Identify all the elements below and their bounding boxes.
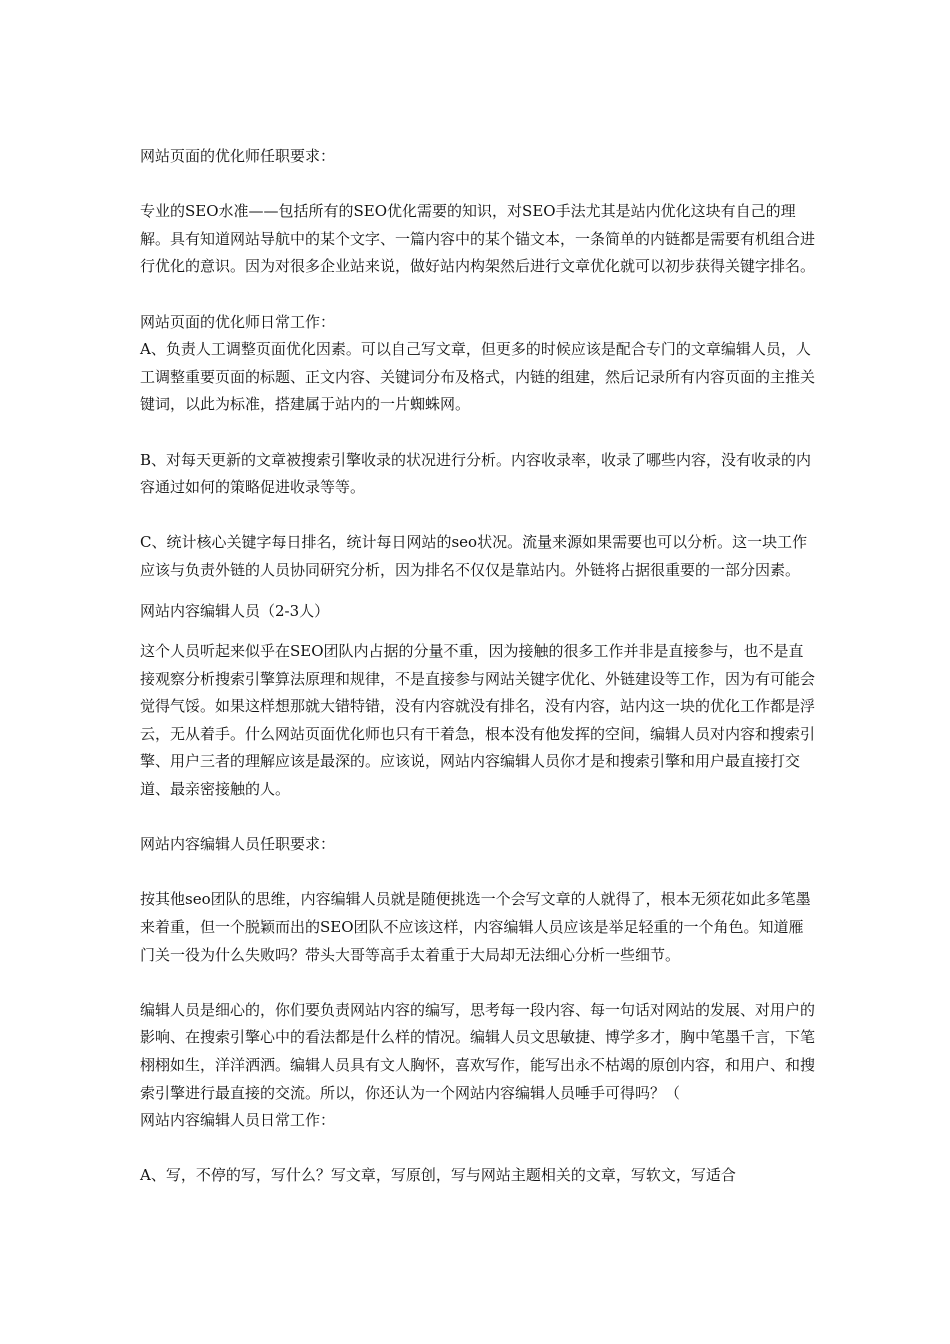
document-body (140, 143, 815, 1190)
spacer (140, 585, 815, 598)
paragraph: 专业的SEO水准——包括所有的SEO优化需要的知识，对SEO手法尤其是站内优化这块有自己的理解。具有知道网站导航中的某个文字、一篇内容中的某个锚文本，一条简单的内链都是需要有机组合进行优化的意识。因为对很多企业站来说，做好站内构架然后进行文章优化就可以初步获得关键字排名。 (140, 202, 816, 276)
paragraph: 这个人员听起来似乎在SEO团队内占据的分量不重，因为接触的很多工作并非是直接参与，也不是直接观察分析搜索引擎算法原理和规律，不是直接参与网站关键字优化、外链建设等工作，因为有可能会觉得气馁。如果这样想那就大错特错，没有内容就没有排名，没有内容，站内这一块的优化工作都是浮云，无从着手。什么网站页面优化师也只有干着急，根本没有他发挥的空间，编辑人员对内容和搜索引擎、用户三者的理解应该是最深的。应该说，网站内容编辑人员你才是和搜索引擎和用户最直接打交道、最亲密接触的人。 (140, 642, 816, 799)
paragraph: B、对每天更新的文章被搜索引擎收录的状况进行分析。内容收录率，收录了哪些内容，没有收录的内容通过如何的策略促进收录等等。 (140, 450, 812, 497)
paragraph: A、负责人工调整页面优化因素。可以自己写文章，但更多的时候应该是配合专门的文章编辑人员，人工调整重要页面的标题、正文内容、关键词分布及格式，内链的组建，然后记录所有内容页面的主推关键词，以此为标准，搭建属于站内的一片蜘蛛网。 (140, 340, 816, 414)
spacer (140, 419, 815, 447)
spacer (140, 502, 815, 530)
spacer (140, 281, 815, 309)
paragraph: C、统计核心关键字每日排名，统计每日网站的seo状况。流量来源如果需要也可以分析。这一块工作应该与负责外链的人员协同研究分析，因为排名不仅仅是靠站内。外链将占据很重要的一部分因素。 (140, 533, 808, 579)
paragraph: 编辑人员是细心的，你们要负责网站内容的编写，思考每一段内容、每一句话对网站的发展、对用户的影响、在搜索引擎心中的看法都是什么样的情况。编辑人员文思敏捷、博学多才，胸中笔墨千言，下笔栩栩如生，洋洋洒洒。编辑人员具有文人胸怀，喜欢写作，能写出永不枯竭的原创内容，和用户、和搜索引擎进行最直接的交流。所以，你还认为一个网站内容编辑人员唾手可得吗？（ (140, 1000, 816, 1102)
spacer (140, 804, 815, 832)
section-heading: 网站内容编辑人员日常工作： (140, 1111, 336, 1130)
section-heading: 网站页面的优化师日常工作： (140, 312, 336, 331)
section-heading: 网站内容编辑人员任职要求： (140, 835, 336, 854)
spacer (140, 625, 815, 638)
spacer (140, 171, 815, 199)
paragraph: 按其他seo团队的思维，内容编辑人员就是随便挑选一个会写文章的人就得了，根本无须花如此多笔墨来着重，但一个脱颖而出的SEO团队不应该这样，内容编辑人员应该是举足轻重的一个角色。知道雁门关一役为什么失败吗？带头大哥等高手太着重于大局却无法细心分析一些细节。 (140, 890, 811, 964)
section-heading: 网站内容编辑人员（2-3人） (140, 601, 330, 620)
paragraph: A、写，不停的写，写什么？写文章，写原创，写与网站主题相关的文章，写软文，写适合 (140, 1166, 736, 1185)
spacer (140, 1135, 815, 1163)
section-heading: 网站页面的优化师任职要求： (140, 147, 336, 165)
spacer (140, 859, 815, 887)
spacer (140, 969, 815, 997)
